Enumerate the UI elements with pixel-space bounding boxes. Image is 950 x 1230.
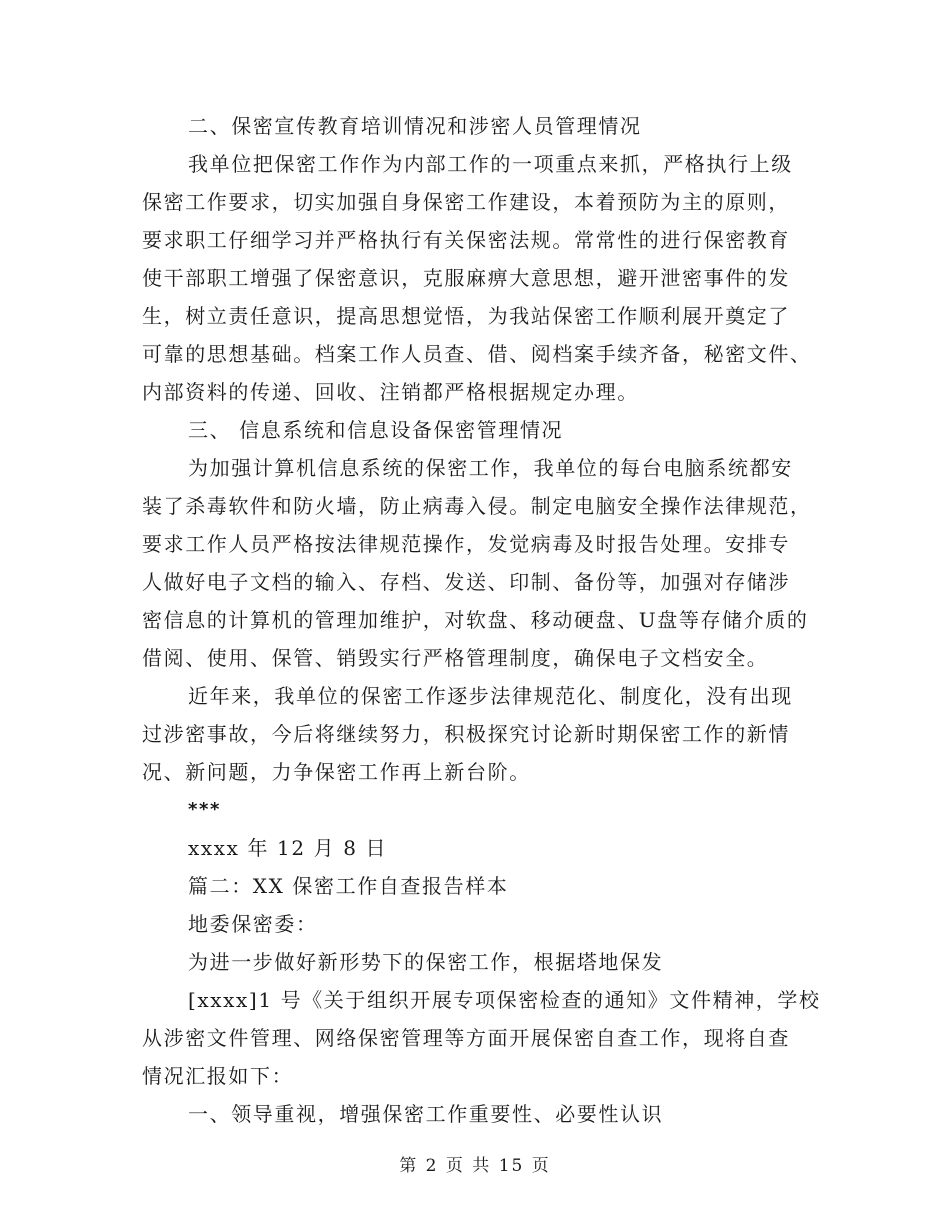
paragraph-line: 我单位把保密工作作为内部工作的一项重点来抓，严格执行上级 <box>188 152 793 176</box>
paragraph-line: 使干部职工增强了保密意识，克服麻痹大意思想，避开泄密事件的发 <box>142 266 790 290</box>
paragraph-line: 密信息的计算机的管理加维护，对软盘、移动硬盘、U盘等存储介质的 <box>142 608 809 632</box>
paragraph-line: 要求职工仔细学习并严格执行有关保密法规。常常性的进行保密教育 <box>142 228 790 252</box>
salutation: 地委保密委： <box>188 912 318 936</box>
document-date: xxxx 年 12 月 8 日 <box>188 836 388 860</box>
paragraph-line: 过涉密事故，今后将继续努力，积极探究讨论新时期保密工作的新情 <box>142 722 790 746</box>
paragraph-line: [xxxx]1 号《关于组织开展专项保密检查的通知》文件精神，学校 <box>188 988 821 1012</box>
paragraph-line: 况、新问题，力争保密工作再上新台阶。 <box>142 760 531 784</box>
paragraph-line: 可靠的思想基础。档案工作人员查、借、阅档案手续齐备，秘密文件、 <box>142 342 812 366</box>
paragraph-line: 生，树立责任意识，提高思想觉悟，为我站保密工作顺利展开奠定了 <box>142 304 790 328</box>
paragraph-line: 从涉密文件管理、网络保密管理等方面开展保密自查工作，现将自查 <box>142 1026 790 1050</box>
paragraph-line: 情况汇报如下： <box>142 1064 294 1088</box>
page-number-footer: 第 2 页 共 15 页 <box>399 1156 551 1176</box>
section-heading-3: 三、 信息系统和信息设备保密管理情况 <box>188 418 564 442</box>
paragraph-line: 保密工作要求，切实加强自身保密工作建设，本着预防为主的原则， <box>142 190 790 214</box>
chapter-title: 篇二：XX 保密工作自查报告样本 <box>188 874 509 898</box>
signature-mask: *** <box>188 799 222 820</box>
paragraph-line: 近年来，我单位的保密工作逐步法律规范化、制度化，没有出现 <box>188 684 793 708</box>
paragraph-line: 装了杀毒软件和防火墙，防止病毒入侵。制定电脑安全操作法律规范， <box>142 494 812 518</box>
paragraph-line: 为加强计算机信息系统的保密工作，我单位的每台电脑系统都安 <box>188 456 793 480</box>
paragraph-line: 要求工作人员严格按法律规范操作，发觉病毒及时报告处理。安排专 <box>142 532 790 556</box>
paragraph-line: 为进一步做好新形势下的保密工作，根据塔地保发 <box>188 950 664 974</box>
section-heading-2: 二、保密宣传教育培训情况和涉密人员管理情况 <box>188 114 642 138</box>
paragraph-line: 人做好电子文档的输入、存档、发送、印制、备份等，加强对存储涉 <box>142 570 790 594</box>
paragraph-line: 内部资料的传递、回收、注销都严格根据规定办理。 <box>142 380 639 404</box>
paragraph-line: 借阅、使用、保管、销毁实行严格管理制度，确保电子文档安全。 <box>142 646 769 670</box>
section-heading-1: 一、领导重视，增强保密工作重要性、必要性认识 <box>188 1102 664 1126</box>
